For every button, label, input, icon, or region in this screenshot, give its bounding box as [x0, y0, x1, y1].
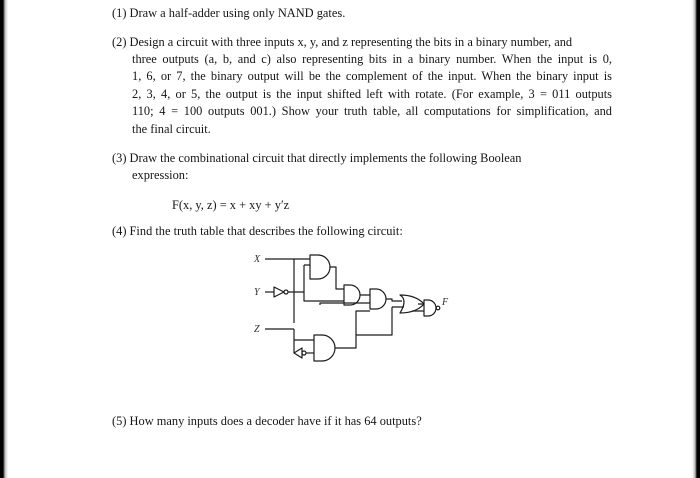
- question-2-line-1: three outputs (a, b, and c) also representing bits in a binary number. When the input is 0,: [132, 52, 612, 66]
- question-2-heading: (2) Design a circuit with three inputs x, y, and z representing the bits in a binary number, and: [112, 35, 573, 49]
- wire-y-out: [288, 265, 310, 292]
- label-z: Z: [254, 324, 260, 335]
- label-x: X: [254, 254, 261, 265]
- wire-and1: [330, 267, 344, 289]
- question-2-line-4: 110; 4 = 100 outputs 001.) Show your truth table, all computations for simplification, and: [132, 104, 612, 119]
- question-2-line-5: the final circuit.: [132, 121, 211, 136]
- boolean-expression: F(x, y, z) = x + xy + y′z: [172, 198, 290, 212]
- question-3-heading: (3) Draw the combinational circuit that directly implements the following Boolean: [112, 151, 522, 165]
- and-gate-1: [310, 255, 330, 279]
- and-gate-3: [370, 289, 386, 309]
- question-3-tail: expression:: [132, 168, 189, 182]
- question-1: (1) Draw a half-adder using only NAND gates.: [112, 6, 346, 20]
- question-5: (5) How many inputs does a decoder have if it has 64 outputs?: [112, 414, 422, 428]
- question-2-line-2: 1, 6, or 7, the binary output will be the complement of the input. When the binary input is: [132, 69, 612, 84]
- label-f: F: [442, 297, 449, 308]
- output-gate: [424, 300, 436, 316]
- question-4: (4) Find the truth table that describes the following circuit:: [112, 224, 403, 238]
- question-2-body: [132, 51, 612, 138]
- label-y: Y: [254, 287, 260, 298]
- and-gate-2: [344, 285, 360, 305]
- inverter-y: [274, 287, 284, 297]
- and-gate-lower: [314, 335, 335, 361]
- logic-circuit-diagram: [252, 245, 452, 370]
- question-2-line-3: 2, 3, 4, or 5, the output is the input shifted left with rotate. (For example, 3 = 011 outputs: [132, 86, 612, 101]
- inverter-lower: [294, 348, 302, 358]
- wire-z: [265, 329, 314, 353]
